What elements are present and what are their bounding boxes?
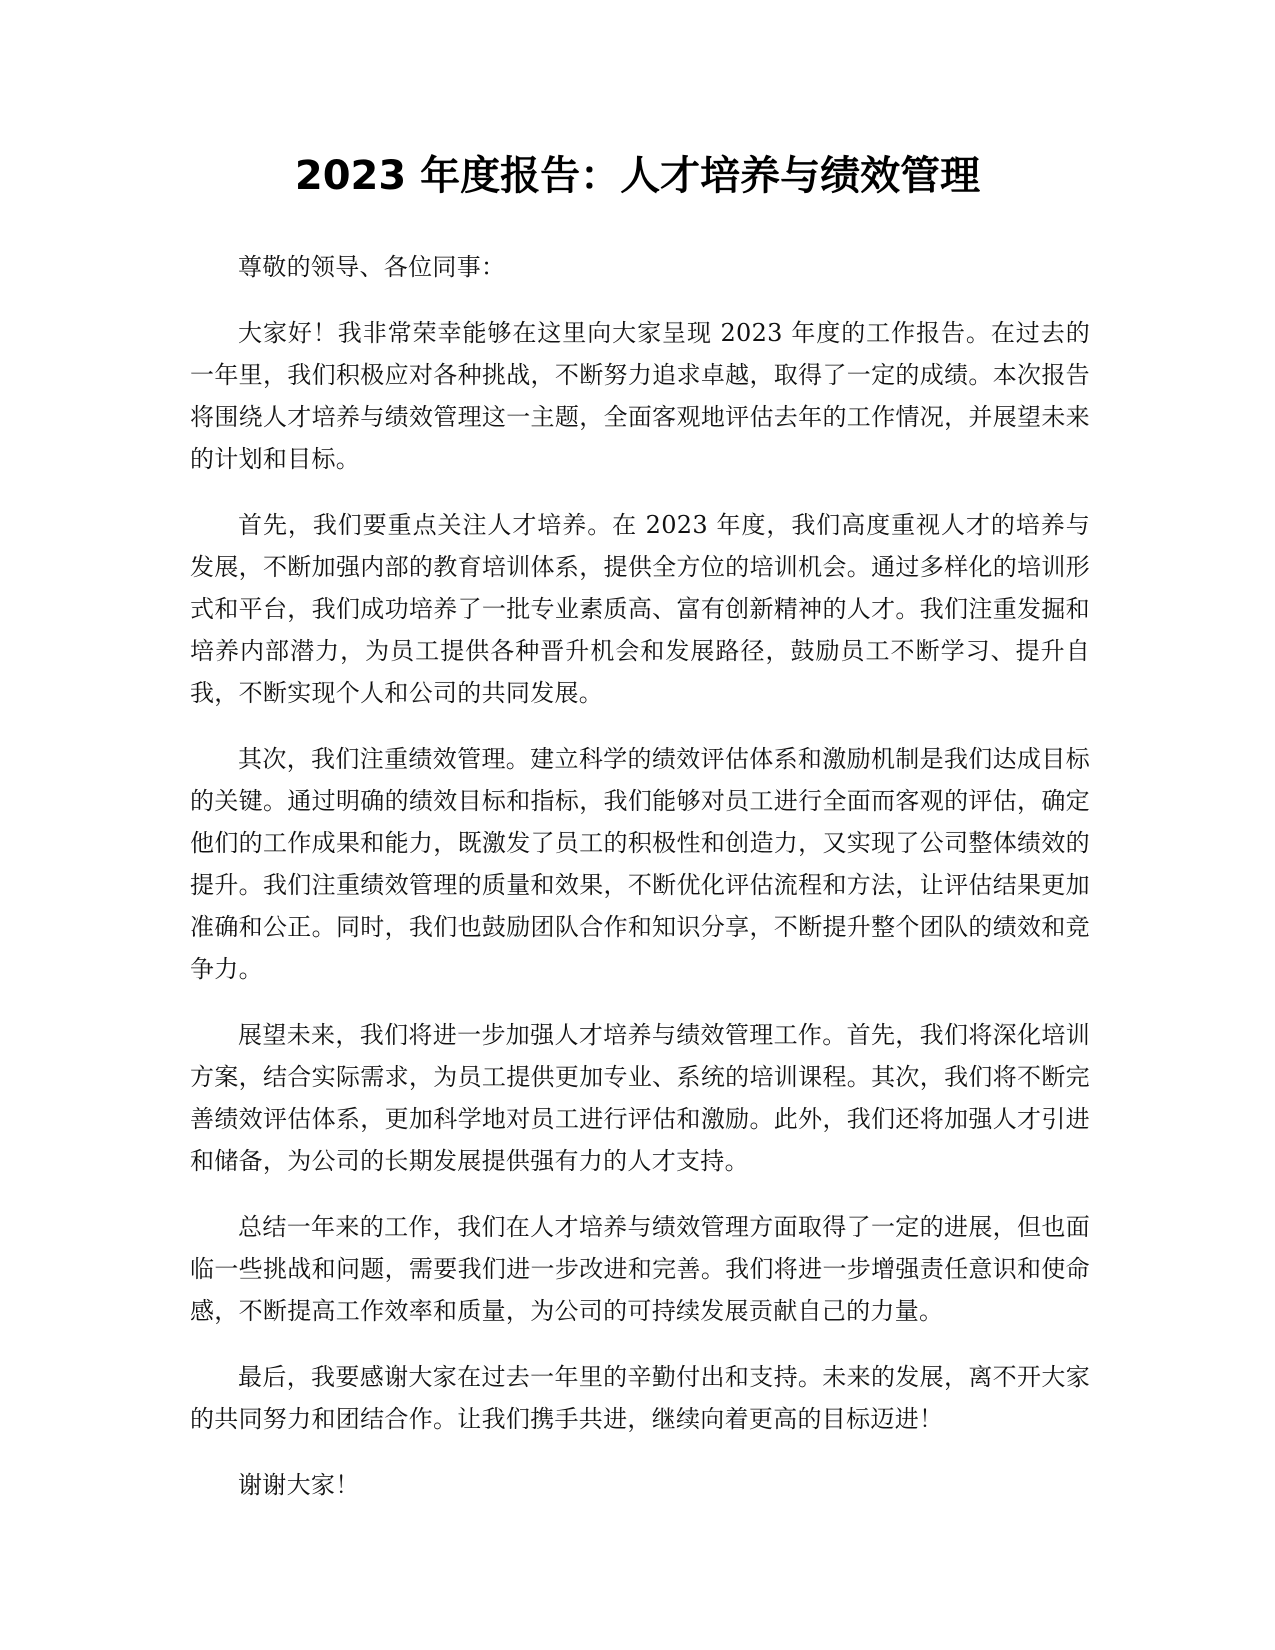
performance-management-paragraph: 其次，我们注重绩效管理。建立科学的绩效评估体系和激励机制是我们达成目标的关键。通过明确的绩效目标和指标，我们能够对员工进行全面而客观的评估，确定他们的工作成果和能力，既激发了员工的积极性和创造力，又实现了公司整体绩效的提升。我们注重绩效管理的质量和效果，不断优化评估流程和方法，让评估结果更加准确和公正。同时，我们也鼓励团队合作和知识分享，不断提升整个团队的绩效和竞争力。 (190, 745, 1090, 983)
talent-training-paragraph: 首先，我们要重点关注人才培养。在 2023 年度，我们高度重视人才的培养与发展，不断加强内部的教育培训体系，提供全方位的培训机会。通过多样化的培训形式和平台，我们成功培养了一批专业素质高、富有创新精神的人才。我们注重发掘和培养内部潜力，为员工提供各种晋升机会和发展路径，鼓励员工不断学习、提升自我，不断实现个人和公司的共同发展。 (190, 511, 1090, 707)
closing-paragraph: 谢谢大家！ (238, 1471, 360, 1499)
intro-paragraph: 大家好！我非常荣幸能够在这里向大家呈现 2023 年度的工作报告。在过去的一年里，我们积极应对各种挑战，不断努力追求卓越，取得了一定的成绩。本次报告将围绕人才培养与绩效管理这一主题，全面客观地评估去年的工作情况，并展望未来的计划和目标。 (190, 319, 1090, 473)
salutation-paragraph: 尊敬的领导、各位同事： (238, 253, 506, 281)
document-body (190, 246, 1090, 1530)
document-title: 2023 年度报告：人才培养与绩效管理 (294, 153, 981, 199)
summary-paragraph: 总结一年来的工作，我们在人才培养与绩效管理方面取得了一定的进展，但也面临一些挑战和问题，需要我们进一步改进和完善。我们将进一步增强责任意识和使命感，不断提高工作效率和质量，为公司的可持续发展贡献自己的力量。 (190, 1213, 1090, 1325)
thanks-paragraph: 最后，我要感谢大家在过去一年里的辛勤付出和支持。未来的发展，离不开大家的共同努力和团结合作。让我们携手共进，继续向着更高的目标迈进！ (190, 1363, 1090, 1433)
outlook-paragraph: 展望未来，我们将进一步加强人才培养与绩效管理工作。首先，我们将深化培训方案，结合实际需求，为员工提供更加专业、系统的培训课程。其次，我们将不断完善绩效评估体系，更加科学地对员工进行评估和激励。此外，我们还将加强人才引进和储备，为公司的长期发展提供强有力的人才支持。 (190, 1021, 1090, 1175)
